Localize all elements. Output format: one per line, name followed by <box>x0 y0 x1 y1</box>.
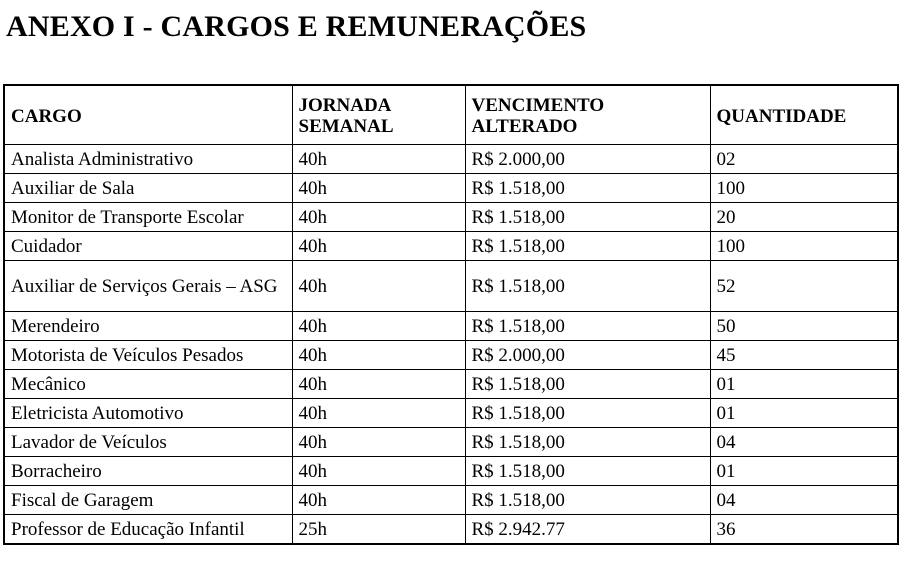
cell-cargo: Lavador de Veículos <box>4 428 292 457</box>
cell-cargo: Auxiliar de Serviços Gerais – ASG <box>4 261 292 312</box>
cell-quantidade: 20 <box>710 203 898 232</box>
cell-vencimento: R$ 1.518,00 <box>465 312 710 341</box>
table-row <box>4 341 898 370</box>
cell-vencimento: R$ 2.000,00 <box>465 145 710 174</box>
table-row <box>4 145 898 174</box>
header-quantidade: QUANTIDADE <box>710 85 898 145</box>
header-vencimento: VENCIMENTO ALTERADO <box>465 85 710 145</box>
table-row <box>4 232 898 261</box>
table-row <box>4 399 898 428</box>
cell-jornada: 40h <box>292 203 465 232</box>
cell-quantidade: 01 <box>710 370 898 399</box>
cell-vencimento: R$ 2.000,00 <box>465 341 710 370</box>
cell-jornada: 40h <box>292 145 465 174</box>
cell-vencimento: R$ 1.518,00 <box>465 399 710 428</box>
cell-cargo: Borracheiro <box>4 457 292 486</box>
table-header-row <box>4 85 898 145</box>
cell-cargo: Mecânico <box>4 370 292 399</box>
cell-vencimento: R$ 1.518,00 <box>465 232 710 261</box>
cell-jornada: 40h <box>292 174 465 203</box>
cell-quantidade: 100 <box>710 232 898 261</box>
cell-cargo: Motorista de Veículos Pesados <box>4 341 292 370</box>
header-jornada: JORNADA SEMANAL <box>292 85 465 145</box>
cell-quantidade: 04 <box>710 486 898 515</box>
cell-cargo: Analista Administrativo <box>4 145 292 174</box>
table-row <box>4 370 898 399</box>
table-row <box>4 428 898 457</box>
cell-jornada: 40h <box>292 341 465 370</box>
cell-jornada: 40h <box>292 399 465 428</box>
cell-vencimento: R$ 1.518,00 <box>465 457 710 486</box>
cell-cargo: Eletricista Automotivo <box>4 399 292 428</box>
cell-quantidade: 52 <box>710 261 898 312</box>
cell-vencimento: R$ 2.942.77 <box>465 515 710 545</box>
cell-cargo: Auxiliar de Sala <box>4 174 292 203</box>
table-row <box>4 457 898 486</box>
cell-jornada: 40h <box>292 486 465 515</box>
cell-cargo: Merendeiro <box>4 312 292 341</box>
cell-cargo: Professor de Educação Infantil <box>4 515 292 545</box>
cell-jornada: 25h <box>292 515 465 545</box>
cell-jornada: 40h <box>292 232 465 261</box>
table-row <box>4 515 898 545</box>
cell-quantidade: 50 <box>710 312 898 341</box>
table-row <box>4 203 898 232</box>
cell-jornada: 40h <box>292 457 465 486</box>
cell-cargo: Monitor de Transporte Escolar <box>4 203 292 232</box>
cell-quantidade: 04 <box>710 428 898 457</box>
cell-vencimento: R$ 1.518,00 <box>465 261 710 312</box>
cell-jornada: 40h <box>292 261 465 312</box>
cell-quantidade: 01 <box>710 457 898 486</box>
cell-cargo: Fiscal de Garagem <box>4 486 292 515</box>
cell-jornada: 40h <box>292 312 465 341</box>
cell-jornada: 40h <box>292 370 465 399</box>
cell-quantidade: 01 <box>710 399 898 428</box>
cell-jornada: 40h <box>292 428 465 457</box>
cell-cargo: Cuidador <box>4 232 292 261</box>
cell-quantidade: 02 <box>710 145 898 174</box>
cell-vencimento: R$ 1.518,00 <box>465 174 710 203</box>
table-row <box>4 486 898 515</box>
cell-vencimento: R$ 1.518,00 <box>465 428 710 457</box>
cell-vencimento: R$ 1.518,00 <box>465 370 710 399</box>
cell-quantidade: 36 <box>710 515 898 545</box>
cell-vencimento: R$ 1.518,00 <box>465 203 710 232</box>
cargos-table <box>3 84 899 545</box>
table-row <box>4 261 898 312</box>
cell-vencimento: R$ 1.518,00 <box>465 486 710 515</box>
page-title: ANEXO I - CARGOS E REMUNERAÇÕES <box>6 10 587 43</box>
cell-quantidade: 45 <box>710 341 898 370</box>
cell-quantidade: 100 <box>710 174 898 203</box>
table-row <box>4 174 898 203</box>
table-row <box>4 312 898 341</box>
header-cargo: CARGO <box>4 85 292 145</box>
